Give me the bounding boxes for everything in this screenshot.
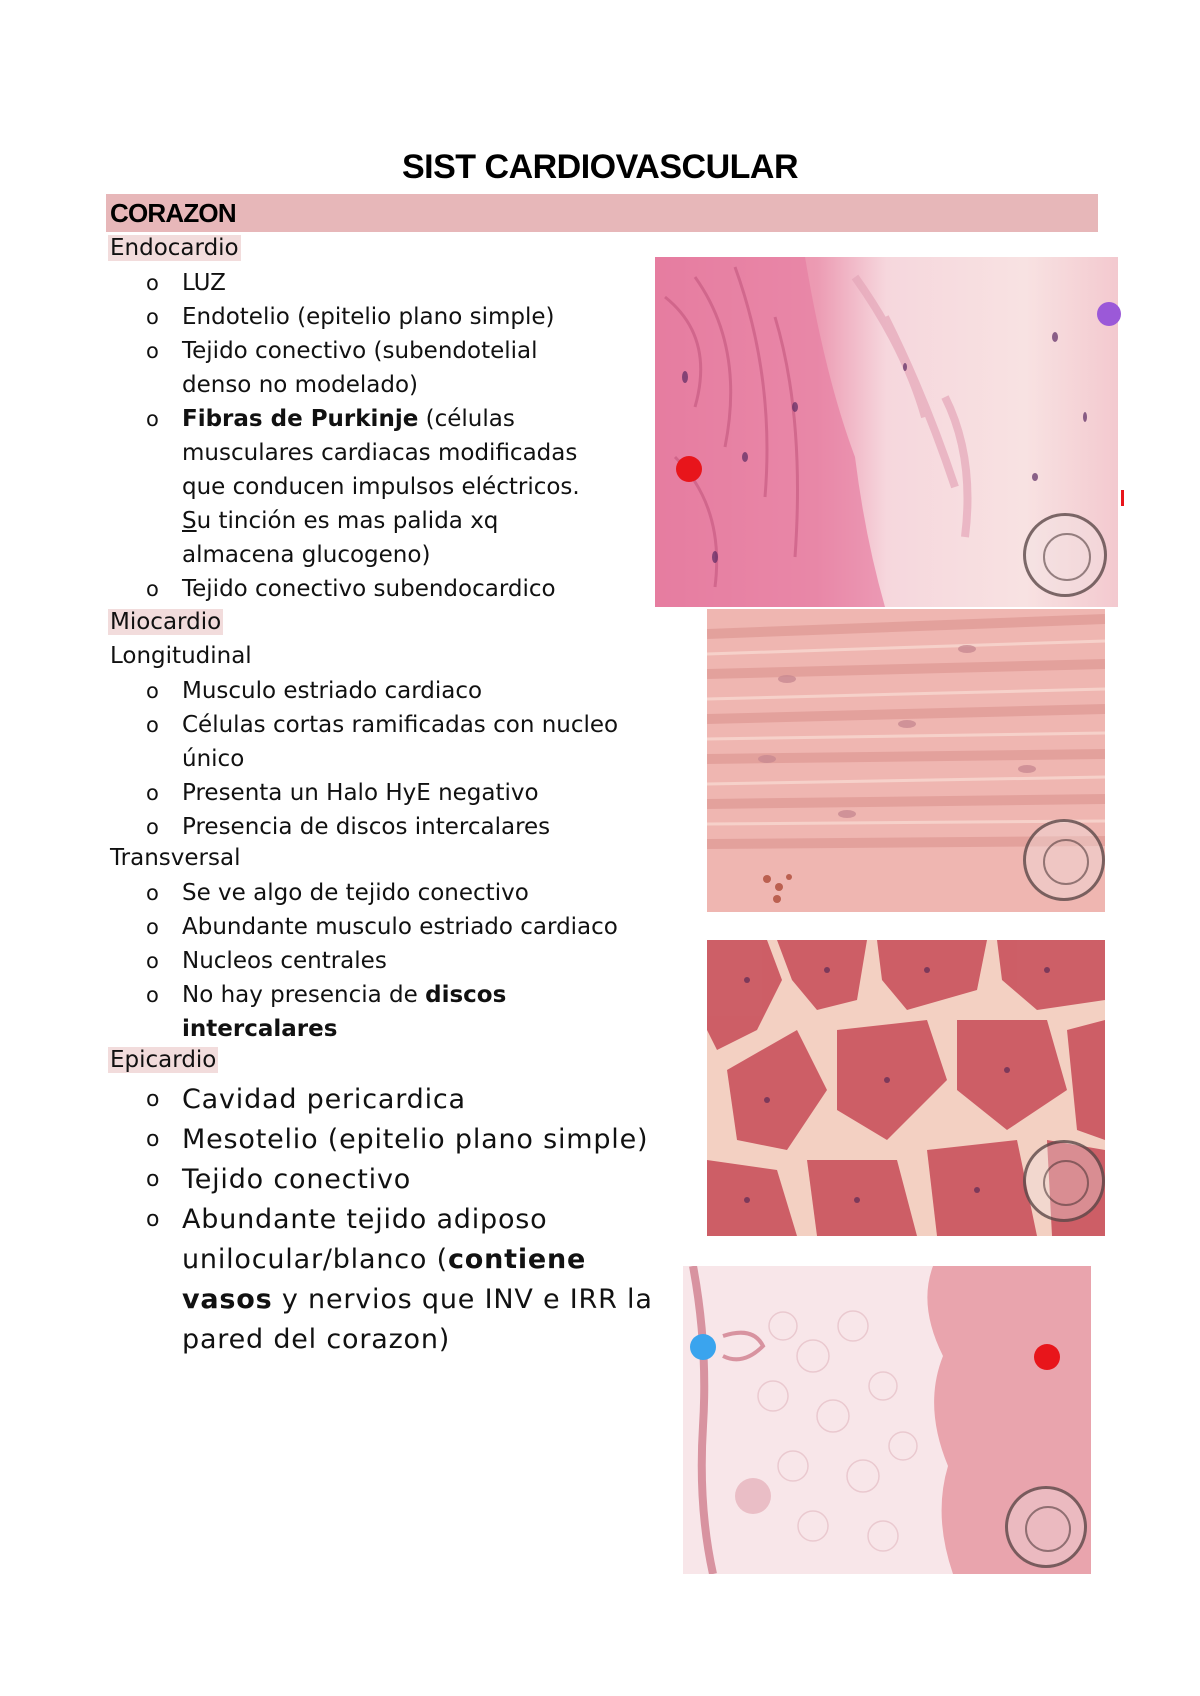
list-item: o Abundante musculo estriado cardiaco: [146, 910, 618, 944]
purple-marker-icon: [1097, 302, 1121, 326]
epicardio-heading: Epicardio: [110, 1047, 217, 1073]
page-title: SIST CARDIOVASCULAR: [402, 148, 798, 186]
endocardio-list: [146, 266, 580, 606]
bold-term: Fibras de Purkinje: [182, 406, 419, 432]
university-seal-icon: [1023, 819, 1105, 901]
list-item: o Abundante tejido adiposo unilocular/blanco (contiene vasos y nervios que INV e IRR la pared del corazon): [146, 1200, 653, 1360]
list-item: o Nucleos centrales: [146, 944, 618, 978]
longitudinal-heading: Longitudinal: [110, 643, 252, 669]
list-item: o Musculo estriado cardiaco: [146, 674, 618, 708]
university-seal-icon: [1023, 513, 1107, 597]
list-item: o Células cortas ramificadas con nucleo único: [146, 708, 618, 776]
transversal-list: [146, 876, 618, 1046]
list-item: o LUZ: [146, 266, 580, 300]
epicardio-list: [146, 1080, 653, 1360]
micrograph-endocardio: [655, 257, 1118, 607]
university-seal-icon: [1023, 1140, 1105, 1222]
list-item: o Fibras de Purkinje (células musculares cardiacas modificadas que conducen impulsos eléctricos. Su tinción es mas palida xq almacena glucogeno): [146, 402, 580, 572]
micrograph-epicardio: [683, 1266, 1091, 1574]
list-item: o Cavidad pericardica: [146, 1080, 653, 1120]
list-item: o Endotelio (epitelio plano simple): [146, 300, 580, 334]
list-item: o Tejido conectivo subendocardico: [146, 572, 580, 606]
list-item: o Tejido conectivo: [146, 1160, 653, 1200]
university-seal-icon: [1005, 1486, 1087, 1568]
list-item: o Presenta un Halo HyE negativo: [146, 776, 618, 810]
list-item: o Presencia de discos intercalares: [146, 810, 618, 844]
red-tick-mark: [1121, 490, 1124, 506]
micrograph-transversal: [707, 940, 1105, 1236]
list-item: o Mesotelio (epitelio plano simple): [146, 1120, 653, 1160]
miocardio-heading: Miocardio: [110, 609, 222, 635]
longitudinal-list: [146, 674, 618, 844]
blue-marker-icon: [690, 1334, 716, 1360]
section-bar-corazon: [106, 194, 1098, 232]
section-heading: CORAZON: [110, 198, 236, 228]
micrograph-longitudinal: [707, 609, 1105, 912]
red-marker-icon: [676, 456, 702, 482]
list-item: o Se ve algo de tejido conectivo: [146, 876, 618, 910]
list-item: o No hay presencia de discos intercalares: [146, 978, 618, 1046]
transversal-heading: Transversal: [110, 845, 241, 871]
endocardio-heading: Endocardio: [110, 235, 239, 261]
list-item: o Tejido conectivo (subendotelial denso no modelado): [146, 334, 580, 402]
red-marker-icon: [1034, 1344, 1060, 1370]
